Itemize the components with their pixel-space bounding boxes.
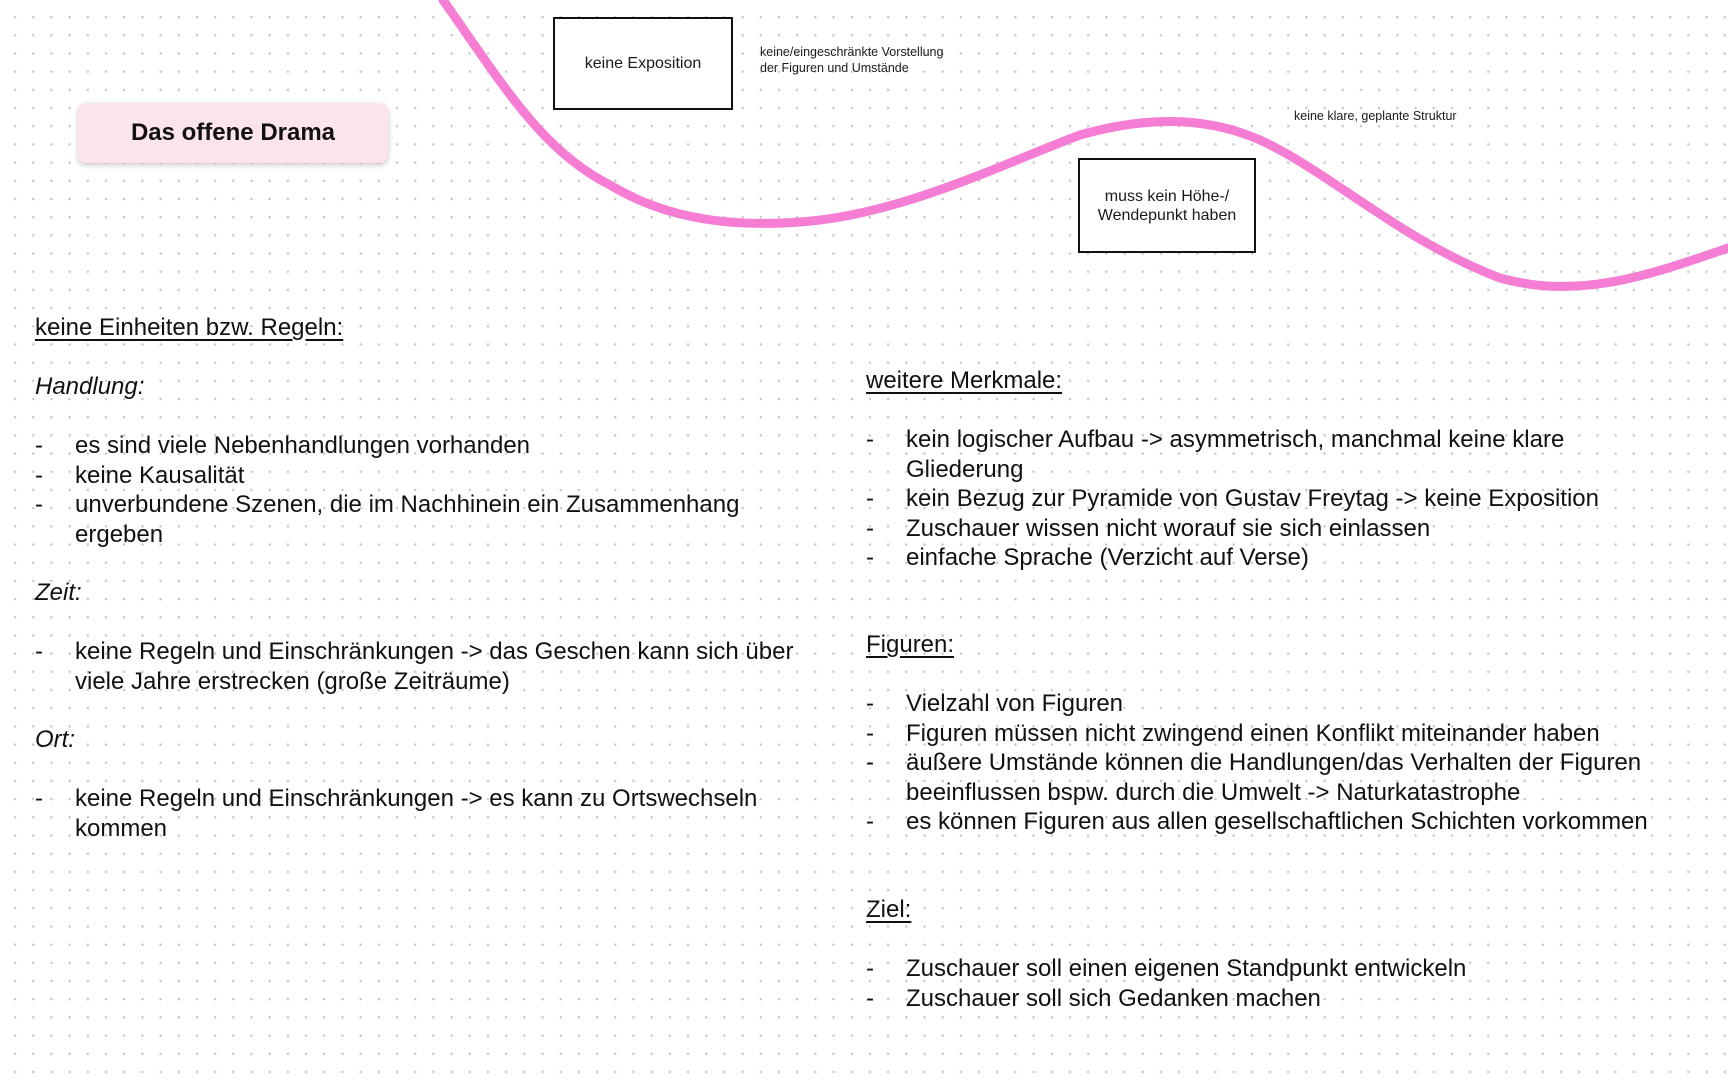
list-item — [866, 954, 1666, 984]
box-hoehepunkt-line-2: Wendepunkt haben — [1097, 206, 1237, 224]
box-exposition-label: keine Exposition — [584, 55, 702, 72]
heading-ziel: Ziel: — [866, 896, 912, 923]
list-figuren — [866, 689, 1696, 837]
list-item — [866, 543, 1666, 573]
bullet-dash: - — [35, 638, 43, 665]
list-item-text: Zuschauer soll einen eigenen Standpunkt entwickeln — [906, 955, 1467, 982]
list-zeit — [35, 637, 825, 696]
annotation-vorstellung — [760, 44, 980, 76]
list-item-text: kein logischer Aufbau -> asymmetrisch, manchmal keine klare Gliederung — [906, 426, 1565, 483]
box-hoehepunkt — [1078, 158, 1256, 253]
list-item — [35, 490, 795, 549]
bullet-dash: - — [866, 719, 874, 747]
bullet-dash: - — [35, 432, 43, 459]
bullet-dash: - — [866, 544, 874, 571]
box-exposition — [553, 17, 733, 110]
list-item — [866, 514, 1666, 544]
list-item-text: Zuschauer wissen nicht worauf sie sich einlassen — [906, 514, 1431, 542]
list-item-text: keine Kausalität — [75, 461, 245, 489]
bullet-dash: - — [35, 461, 43, 489]
subheading-ort: Ort: — [35, 726, 75, 753]
annotation-struktur-label: keine klare, geplante Struktur — [1294, 109, 1457, 123]
list-item-text: keine Regeln und Einschränkungen -> es kann zu Ortswechseln kommen — [75, 785, 758, 842]
annotation-vorstellung-line-2: der Figuren und Umstände — [760, 61, 909, 75]
bullet-dash: - — [866, 426, 874, 453]
list-item — [35, 784, 795, 843]
list-ziel — [866, 954, 1666, 1013]
heading-figuren: Figuren: — [866, 631, 955, 658]
bullet-dash: - — [866, 808, 874, 835]
list-item-text: Vielzahl von Figuren — [906, 690, 1124, 717]
bullet-dash: - — [866, 690, 874, 717]
annotation-struktur — [1294, 108, 1524, 124]
list-item-text: äußere Umstände können die Handlungen/das Verhalten der Figuren beeinflussen bspw. durch die Umwelt -> Naturkatastrophe — [906, 749, 1642, 806]
list-item — [35, 431, 795, 461]
list-merkmale — [866, 425, 1666, 573]
list-item — [866, 484, 1666, 514]
bullet-dash: - — [866, 955, 874, 982]
bullet-dash: - — [866, 984, 874, 1012]
list-item-text: Figuren müssen nicht zwingend einen Konflikt miteinander haben — [906, 719, 1600, 747]
list-item — [35, 461, 795, 491]
page-title: Das offene Drama — [130, 119, 336, 146]
title-card — [78, 103, 388, 163]
bullet-dash: - — [35, 785, 43, 812]
subheading-handlung: Handlung: — [35, 373, 145, 400]
annotation-vorstellung-line-1: keine/eingeschränkte Vorstellung — [760, 45, 944, 59]
list-item-text: Zuschauer soll sich Gedanken machen — [906, 984, 1321, 1012]
list-item-text: es können Figuren aus allen gesellschaftlichen Schichten vorkommen — [906, 808, 1648, 835]
box-hoehepunkt-line-1: muss kein Höhe-/ — [1104, 187, 1230, 205]
heading-merkmale: weitere Merkmale: — [866, 367, 1063, 394]
list-item-text: einfache Sprache (Verzicht auf Verse) — [906, 544, 1309, 571]
bullet-dash: - — [35, 491, 43, 518]
heading-einheiten: keine Einheiten bzw. Regeln: — [35, 314, 344, 341]
list-item — [35, 637, 825, 696]
list-item — [866, 425, 1666, 484]
list-item — [866, 719, 1696, 749]
bullet-dash: - — [866, 749, 874, 776]
bullet-dash: - — [866, 485, 874, 512]
list-item — [866, 689, 1696, 719]
list-item-text: kein Bezug zur Pyramide von Gustav Freytag -> keine Exposition — [906, 485, 1599, 512]
list-item-text: unverbundene Szenen, die im Nachhinein ein Zusammenhang ergeben — [75, 491, 740, 548]
bullet-dash: - — [866, 514, 874, 542]
list-item — [866, 807, 1696, 837]
subheading-zeit: Zeit: — [35, 579, 82, 606]
list-item — [866, 748, 1696, 807]
list-item — [866, 984, 1666, 1014]
list-ort — [35, 784, 795, 843]
list-handlung — [35, 431, 795, 549]
list-item-text: keine Regeln und Einschränkungen -> das Geschen kann sich über viele Jahre erstrecken (große Zeiträume) — [75, 638, 794, 695]
list-item-text: es sind viele Nebenhandlungen vorhanden — [75, 432, 531, 459]
